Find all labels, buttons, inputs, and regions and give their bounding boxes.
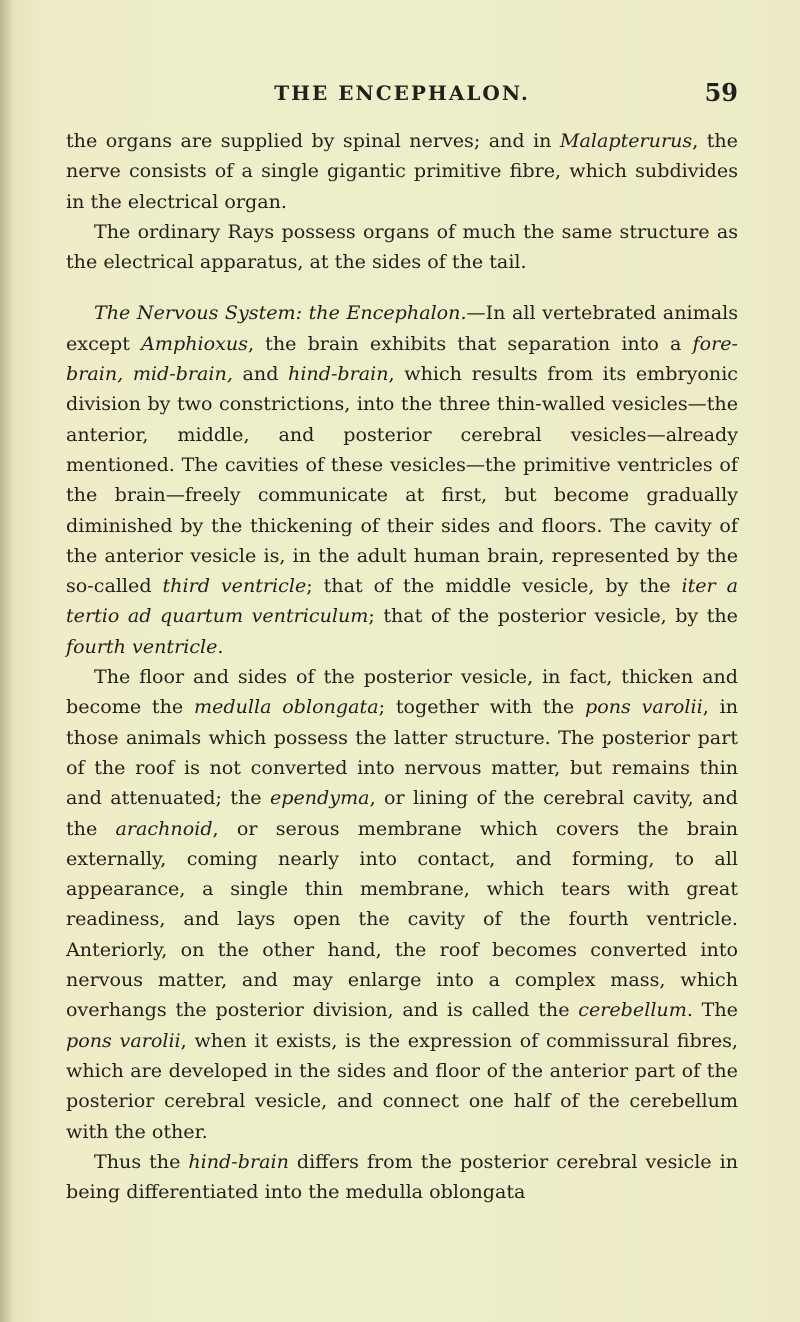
italic-term: iter a tertio ad quartum ventriculum: [66, 574, 738, 628]
text-run: , or lining of the cerebral cavity, and the: [66, 786, 738, 840]
italic-term: fore-brain, mid-brain,: [66, 331, 738, 386]
italic-term: third ventricle: [162, 574, 307, 598]
section-heading: The Nervous System: the Encephalon.: [94, 301, 467, 325]
paragraph-continuation: [66, 126, 738, 217]
text-run: differs from the posterior cerebral vesicle in being differentiated into the medulla oblongata: [66, 1149, 738, 1204]
text-run: , in those animals which possess the latter structure. The posterior part of the roof is not converted into nervous matter, but remains thin and attenuated; the: [66, 695, 739, 810]
italic-term: arachnoid: [115, 816, 213, 840]
text-run: ; that of the posterior vesicle, by the: [368, 604, 738, 628]
page-gutter-shadow: [0, 0, 14, 1322]
running-title: THE ENCEPHALON.: [274, 81, 530, 105]
italic-term: Amphioxus: [141, 331, 248, 355]
paragraph-encephalon: [66, 298, 738, 662]
italic-term: hind-brain: [288, 362, 389, 386]
paragraph-posterior-vesicle: [66, 662, 738, 1147]
text-run: . The: [686, 998, 738, 1022]
page-number: 59: [704, 78, 738, 107]
page-header: [66, 76, 738, 110]
text-run: The floor and sides of the posterior vesicle, in fact, thicken and become the: [66, 665, 738, 719]
text-run: Thus the: [94, 1149, 189, 1173]
italic-term: medulla oblongata: [193, 695, 379, 719]
paragraph-rays: The ordinary Rays possess organs of much the same structure as the electrical apparatus, at the sides of the tail.: [66, 219, 738, 274]
italic-term: hind-brain: [188, 1149, 289, 1173]
italic-term: fourth ventricle: [66, 634, 218, 658]
italic-term: pons varolii: [66, 1028, 181, 1052]
text-run: , the nerve consists of a single gigantic primitive fibre, which subdivides in the electrical organ.: [66, 129, 738, 213]
body-text: [66, 126, 738, 1207]
text-run: —In all vertebrated animals except: [66, 301, 738, 355]
text-run: , when it exists, is the expression of commissural fibres, which are developed in the sides and floor of the anterior part of the posterior cerebral vesicle, and connect one half of the cerebellum with the other.: [66, 1028, 738, 1143]
italic-term: ependyma: [269, 786, 370, 810]
text-run: , which results from its embryonic division by two constrictions, into the three thin-walled vesicles—the anterior, middle, and posterior cerebral vesicles—already mentioned. The cavities of these vesicles—the primitive ventricles of the brain—freely communicate at first, but become gradually diminished by the thickening of their sides and floors. The cavity of the anterior vesicle is, in the adult human brain, represented by the so-called: [66, 362, 738, 598]
italic-term: pons varolii: [585, 695, 703, 719]
text-run: , or serous membrane which covers the brain externally, coming nearly into contact, and forming, to all appearance, a single thin membrane, which tears with great readiness, and lays open the cavity of the fourth ventricle. Anteriorly, on the other hand, the roof becomes converted into nervous matter, and may enlarge into a complex mass, which overhangs the posterior division, and is called the: [66, 816, 739, 1022]
paragraph-hind-brain: [66, 1147, 738, 1208]
text-run: ; together with the: [378, 695, 585, 719]
italic-term: cerebellum: [578, 998, 687, 1022]
text-run: and: [232, 362, 289, 386]
text-run: the organs are supplied by spinal nerves; and in: [66, 129, 560, 152]
italic-term: Malapterurus: [559, 129, 693, 152]
text-run: , the brain exhibits that separation into a: [247, 331, 693, 355]
text-run: .: [217, 634, 224, 658]
text-run: ; that of the middle vesicle, by the: [306, 574, 682, 598]
